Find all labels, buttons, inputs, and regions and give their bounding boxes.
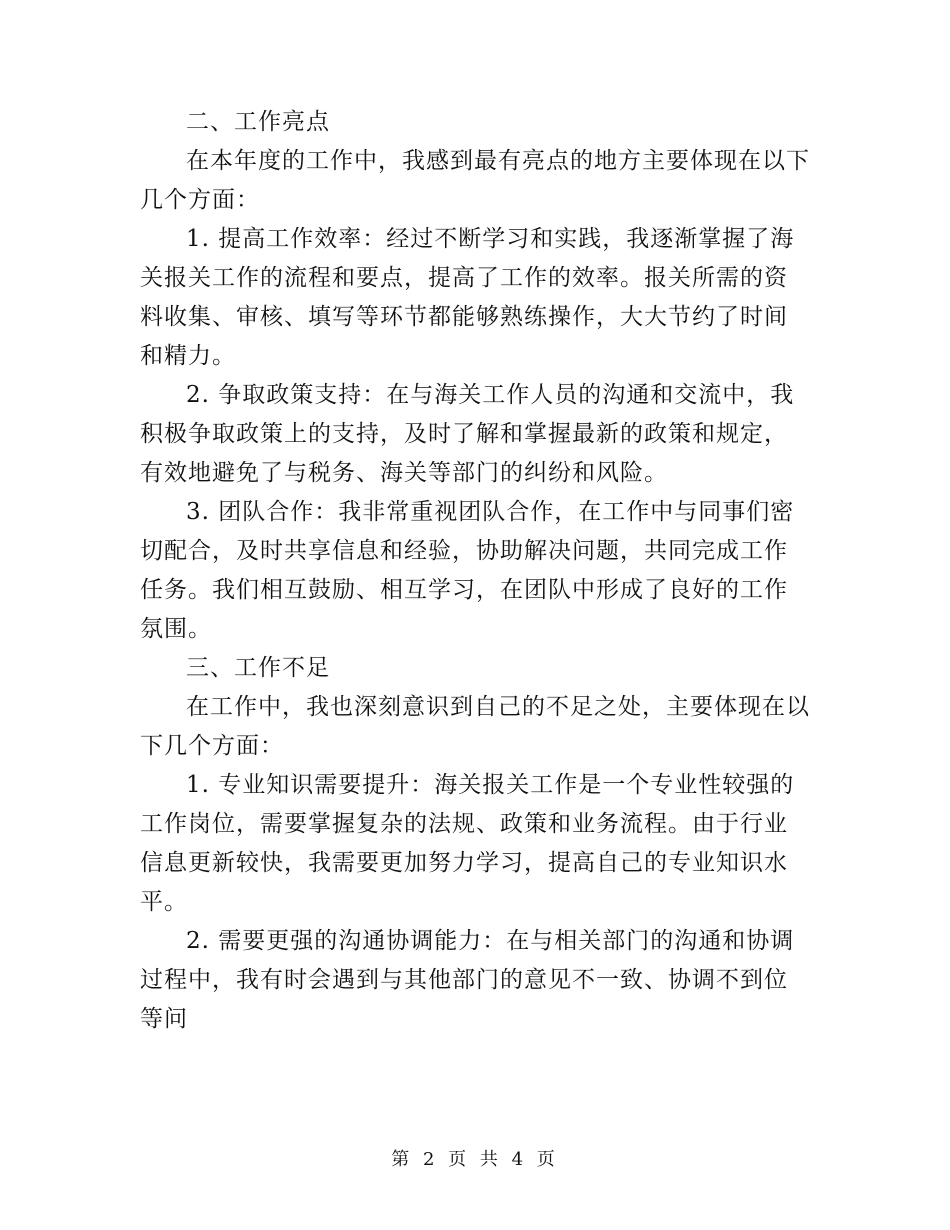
paragraph-highlight-teamwork: 3. 团队合作：我非常重视团队合作，在工作中与同事们密切配合，及时共享信息和经验，协助解决问题，共同完成工作任务。我们相互鼓励、相互学习，在团队中形成了良好的工作氛围。 [140, 499, 795, 642]
paragraph-highlight-policy: 2. 争取政策支持：在与海关工作人员的沟通和交流中，我积极争取政策上的支持，及时了解和掌握最新的政策和规定，有效地避免了与税务、海关等部门的纠纷和风险。 [140, 382, 795, 486]
paragraph-shortcoming-communication: 2. 需要更强的沟通协调能力：在与相关部门的沟通和协调过程中，我有时会遇到与其他部门的意见不一致、协调不到位等问 [140, 928, 795, 1032]
page-number-footer: 第 2 页 共 4 页 [391, 1149, 559, 1170]
section-heading-shortcomings: 三、工作不足 [186, 655, 330, 681]
paragraph-shortcoming-knowledge: 1. 专业知识需要提升：海关报关工作是一个专业性较强的工作岗位，需要掌握复杂的法规、政策和业务流程。由于行业信息更新较快，我需要更加努力学习，提高自己的专业知识水平。 [140, 772, 795, 915]
paragraph-highlights-intro: 在本年度的工作中，我感到最有亮点的地方主要体现在以下几个方面： [140, 148, 810, 213]
section-heading-highlights: 二、工作亮点 [186, 109, 330, 135]
paragraph-shortcomings-intro: 在工作中，我也深刻意识到自己的不足之处，主要体现在以下几个方面： [140, 694, 810, 759]
paragraph-highlight-efficiency: 1. 提高工作效率：经过不断学习和实践，我逐渐掌握了海关报关工作的流程和要点，提高了工作的效率。报关所需的资料收集、审核、填写等环节都能够熟练操作，大大节约了时间和精力。 [140, 226, 795, 369]
document-body [140, 103, 810, 1039]
